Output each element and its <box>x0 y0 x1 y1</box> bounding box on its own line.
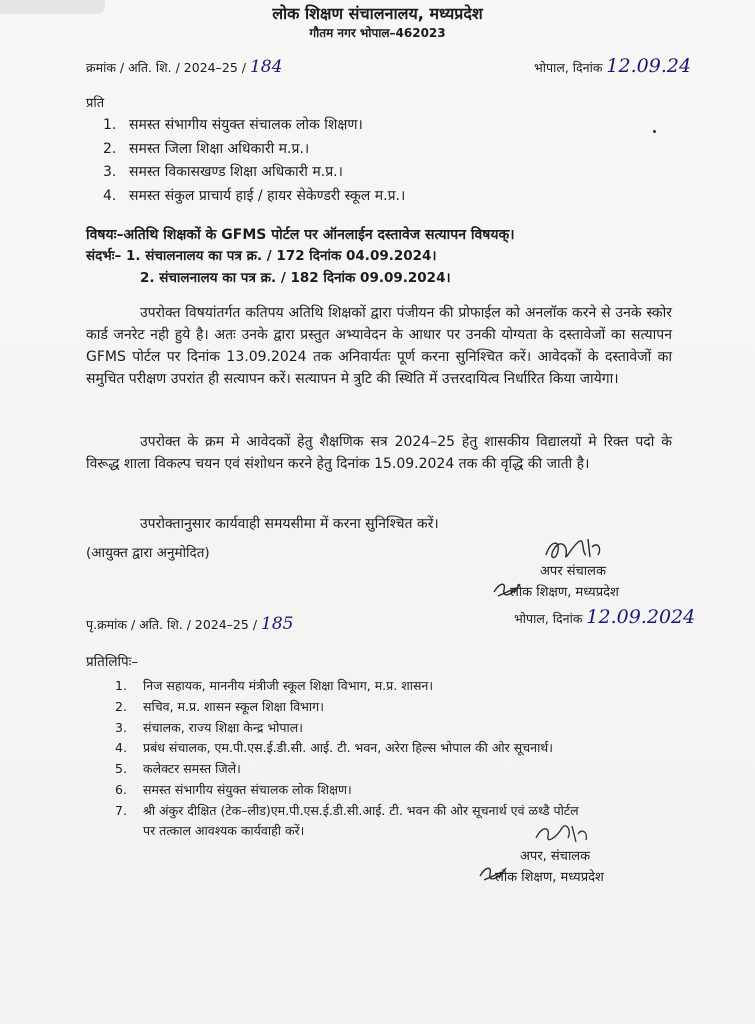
list-item: 3. समस्त विकासखण्ड शिक्षा अधिकारी म.प्र.। <box>103 164 343 180</box>
signatory-1-department: लोक शिक्षण, मध्यप्रदेश <box>510 585 619 600</box>
body-paragraph-3: उपरोक्तानुसार कार्यवाही समयसीमा में करना सुनिश्चित करें। <box>140 516 439 532</box>
subject-line: विषयः–अतिथि शिक्षकों के GFMS पोर्टल पर ऑनलाईन दस्तावेज सत्यापन विषयक्। <box>86 227 515 243</box>
references-label: संदर्भः– <box>86 248 122 264</box>
list-item: 1. समस्त संभागीय संयुक्त संचालक लोक शिक्षण। <box>103 117 363 133</box>
list-item: 2. समस्त जिला शिक्षा अधिकारी म.प्र.। <box>103 140 310 157</box>
reference-line <box>86 57 282 77</box>
copies-item-7-continuation: पर तत्काल आवश्यक कार्यवाही करें। <box>143 823 305 838</box>
list-item: 1. निज सहायक, माननीय मंत्रीजी स्कूल शिक्षा विभाग, म.प्र. शासन। <box>115 678 434 693</box>
copy-reference-line <box>86 614 293 634</box>
recipients-label: प्रति <box>86 96 105 111</box>
date-handwritten: 12.09.24 <box>606 55 692 77</box>
list-item: 5. कलेक्टर समस्त जिले। <box>115 761 241 777</box>
date-label: भोपाल, दिनांक <box>534 60 603 75</box>
list-item: 2. सचिव, म.प्र. शासन स्कूल शिक्षा विभाग। <box>115 698 324 714</box>
signature-2-scribble <box>532 818 592 848</box>
copies-label: प्रतिलिपिः– <box>86 654 139 670</box>
list-item: 4. समस्त संकुल प्राचार्य हाई / हायर सेकेण्डरी स्कूल म.प्र.। <box>103 187 406 204</box>
list-item: 6. समस्त संभागीय संयुक्त संचालक लोक शिक्षण। <box>115 781 352 797</box>
date-line <box>534 55 691 77</box>
signatory-1-date-label: भोपाल, दिनांक <box>514 611 583 626</box>
stray-mark <box>653 130 656 133</box>
list-item: 3. संचालक, राज्य शिक्षा केन्द्र भोपाल। <box>115 719 303 735</box>
copy-reference-prefix: पृ.क्रमांक / अति. शि. / 2024–25 / <box>86 617 258 632</box>
signatory-1-title: अपर संचालक <box>540 564 606 579</box>
copies-list <box>115 677 579 823</box>
signatory-1-date-handwritten: 12.09.2024 <box>586 606 696 628</box>
body-paragraph-1: उपरोक्त विषयांतर्गत कतिपय अतिथि शिक्षकों द्वारा पंजीयन की प्रोफाईल को अनलॉक करने से उनके स्कोर कार्ड जनरेट नही हुये है। अतः उनके द्वारा प्रस्तुत अभ्यावेदन के आधार पर उनकी योग्यता के दस्तावेजों का सत्यापन GFMS पोर्टल पर दिनांक 13.09.2024 तक अनिवार्यतः पूर्ण करना सुनिश्चित करें। आवेदकों के दस्तावेजों का समुचित परीक्षण उपरांत ही सत्यापन करें। सत्यापन मे त्रुटि की स्थिति में उत्तरदायित्व निर्धारित किया जायेगा। <box>86 305 672 387</box>
recipients-list <box>103 115 405 209</box>
copy-reference-number-handwritten: 185 <box>261 614 294 634</box>
reference-item-1: 1. संचालनालय का पत्र क्र. / 172 दिनांक 04.09.2024। <box>125 248 437 264</box>
office-address: गौतम नगर भोपाल–462023 <box>309 26 446 40</box>
signatory-2-department: लोक शिक्षण, मध्यप्रदेश <box>495 870 604 885</box>
reference-number-handwritten: 184 <box>249 57 283 77</box>
reference-item-2: 2. संचालनालय का पत्र क्र. / 182 दिनांक 09.09.2024। <box>140 270 451 286</box>
body-paragraph-2: उपरोक्त के क्रम मे आवेदकों हेतु शैक्षणिक सत्र 2024–25 हेतु शासकीय विद्यालयों मे रिक्त पदो के विरूद्ध शाला विकल्प चयन एवं संशोधन करने हेतु दिनांक 15.09.2024 तक की वृद्धि की जाती है। <box>86 434 672 472</box>
reference-prefix: क्रमांक / अति. शि. / 2024–25 / <box>86 60 246 75</box>
office-title: लोक शिक्षण संचालनालय, मध्यप्रदेश <box>272 4 483 23</box>
signatory-1-date-line <box>514 606 695 628</box>
list-item: 4. प्रबंध संचालक, एम.पी.एस.ई.डी.सी. आई. टी. भवन, अरेरा हिल्स भोपाल की ओर सूचनार्थ। <box>115 740 554 756</box>
approval-note: (आयुक्त द्वारा अनुमोदित) <box>86 545 210 561</box>
list-item: 7. श्री अंकुर दीक्षित (टेक–लीड)एम.पी.एस.ई.डी.सी.आई. टी. भवन की ओर सूचनार्थ एवं ळथ्डै पोर्टल <box>115 802 579 818</box>
reference-row-1 <box>86 246 437 264</box>
signatory-2-title: अपर, संचालक <box>520 849 591 864</box>
